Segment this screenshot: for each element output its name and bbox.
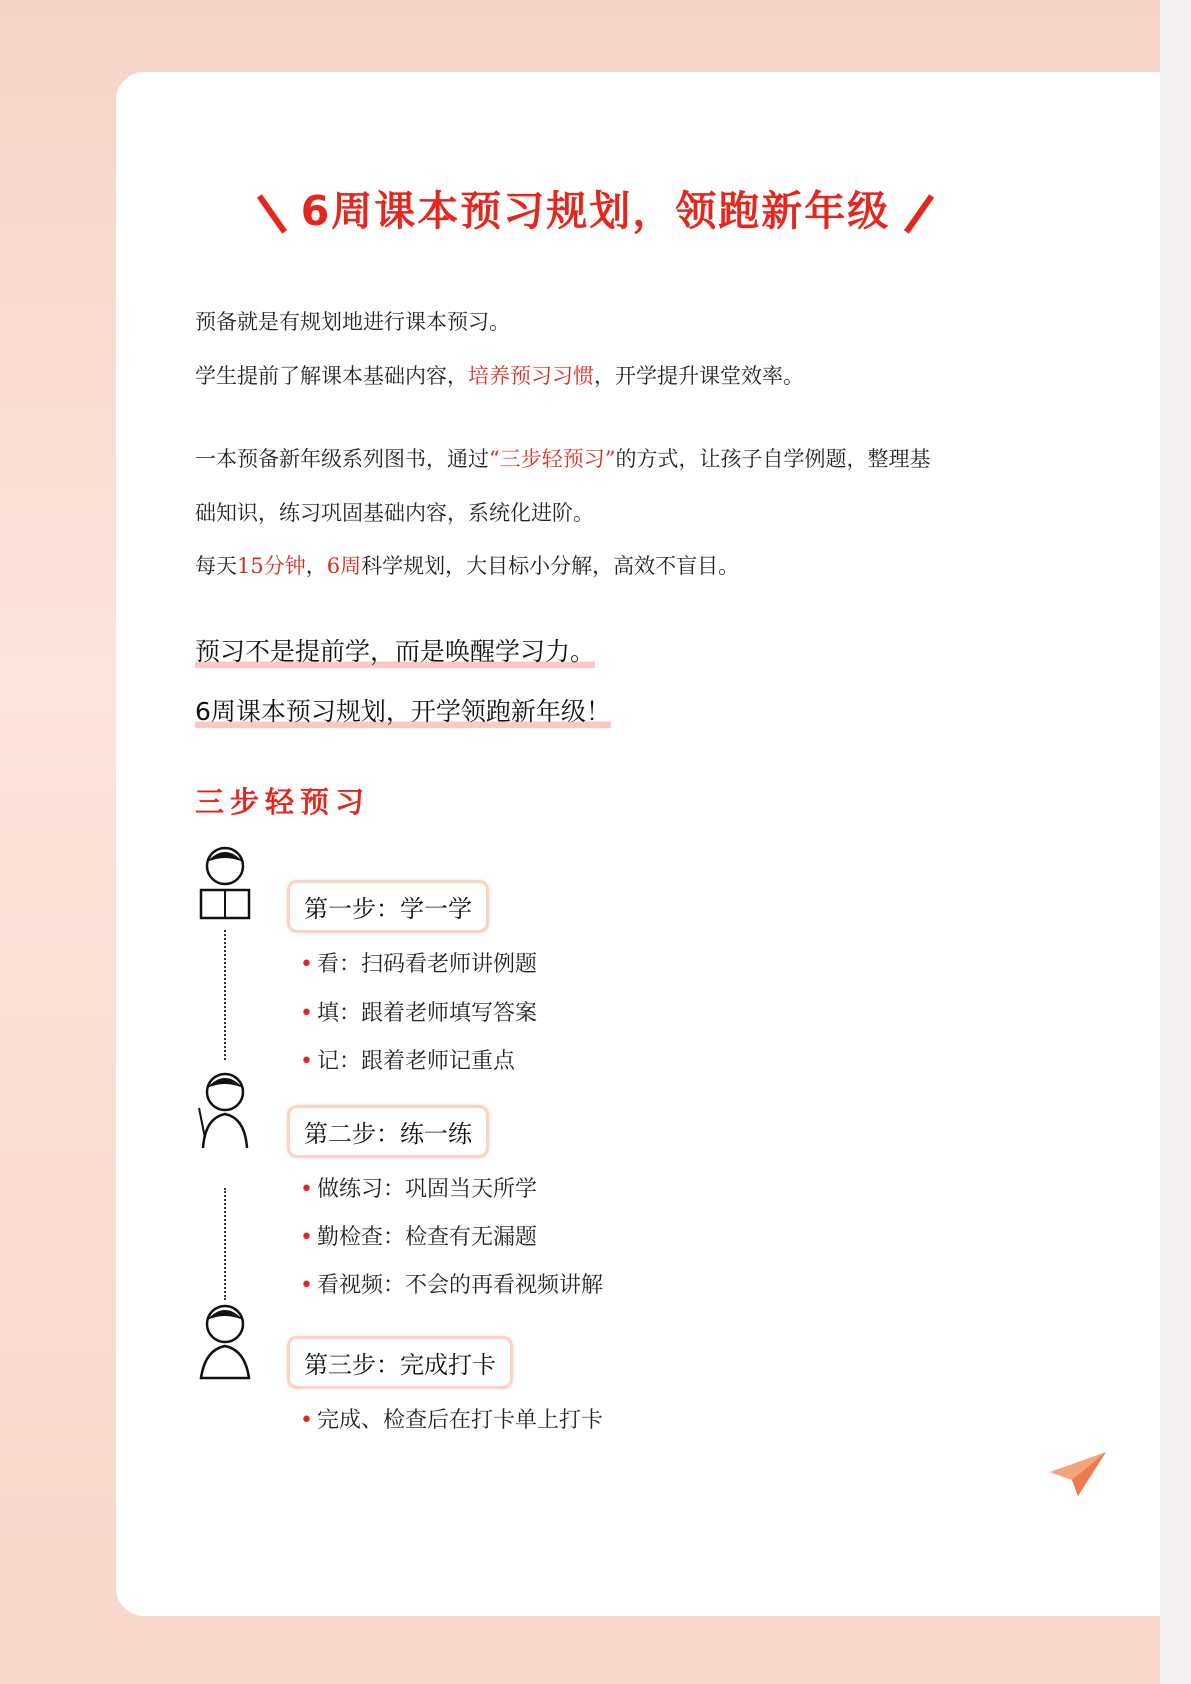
text: 的方式，让孩子自学例题，整理基: [615, 447, 931, 471]
bullet: •: [300, 1273, 313, 1298]
highlight: 6周: [326, 554, 362, 578]
item-text: 完成、检查后在打卡单上打卡: [316, 1408, 603, 1433]
page-edge: [1160, 0, 1191, 1684]
bullet: •: [300, 1049, 313, 1074]
step-item: [300, 996, 537, 1027]
step-item: [300, 1403, 603, 1434]
intro-line: 础知识，练习巩固基础内容，系统化进阶。: [195, 501, 594, 525]
intro-line: [195, 550, 739, 580]
step-1-label: 第一步：学一学: [287, 880, 489, 933]
text: ，开学提升课堂效率。: [594, 364, 804, 388]
title-text: 6周课本预习规划，领跑新年级: [300, 187, 891, 235]
paper-plane-icon: [1048, 1450, 1108, 1500]
highlight: “三步轻预习”: [489, 447, 616, 471]
bullet: •: [300, 1177, 313, 1202]
student-writing-icon: [195, 1068, 255, 1148]
page-card: [116, 72, 1160, 1616]
intro-line: [195, 360, 804, 390]
step-item: [300, 1220, 537, 1251]
intro-line: [195, 443, 930, 473]
item-text: 看：扫码看老师讲例题: [316, 952, 537, 977]
bullet: •: [300, 952, 313, 977]
timeline-connector: [224, 1188, 226, 1300]
step-item: [300, 1044, 515, 1075]
step-2-label: 第二步：练一练: [287, 1105, 489, 1158]
page-title: [0, 178, 1191, 237]
slogan-line: 6周课本预习规划，开学领跑新年级！: [195, 692, 611, 728]
student-reading-icon: [195, 842, 255, 922]
item-text: 记：跟着老师记重点: [316, 1049, 515, 1074]
step-item: [300, 1172, 537, 1203]
highlight: 15分钟: [237, 554, 306, 578]
student-checkin-icon: [195, 1300, 255, 1380]
bullet: •: [300, 1001, 313, 1026]
item-text: 填：跟着老师填写答案: [316, 1001, 537, 1026]
section-title: 三步轻预习: [195, 785, 371, 819]
highlight: 培养预习习惯: [468, 364, 594, 388]
bullet: •: [300, 1408, 313, 1433]
item-text: 看视频：不会的再看视频讲解: [316, 1273, 603, 1298]
timeline-connector: [224, 930, 226, 1060]
step-3-label: 第三步：完成打卡: [287, 1336, 513, 1389]
slash-decoration: [904, 194, 934, 233]
step-item: [300, 1268, 603, 1299]
slash-decoration: [257, 194, 287, 233]
intro-line: 预备就是有规划地进行课本预习。: [195, 310, 510, 334]
text: 科学规划，大目标小分解，高效不盲目。: [361, 554, 740, 578]
text: 学生提前了解课本基础内容，: [195, 364, 468, 388]
bullet: •: [300, 1225, 313, 1250]
text: ，: [305, 554, 327, 578]
item-text: 做练习：巩固当天所学: [316, 1177, 537, 1202]
step-item: [300, 947, 537, 978]
item-text: 勤检查：检查有无漏题: [316, 1225, 537, 1250]
text: 一本预备新年级系列图书，通过: [195, 447, 489, 471]
slogan-line: 预习不是提前学，而是唤醒学习力。: [195, 632, 595, 668]
text: 每天: [195, 554, 237, 578]
